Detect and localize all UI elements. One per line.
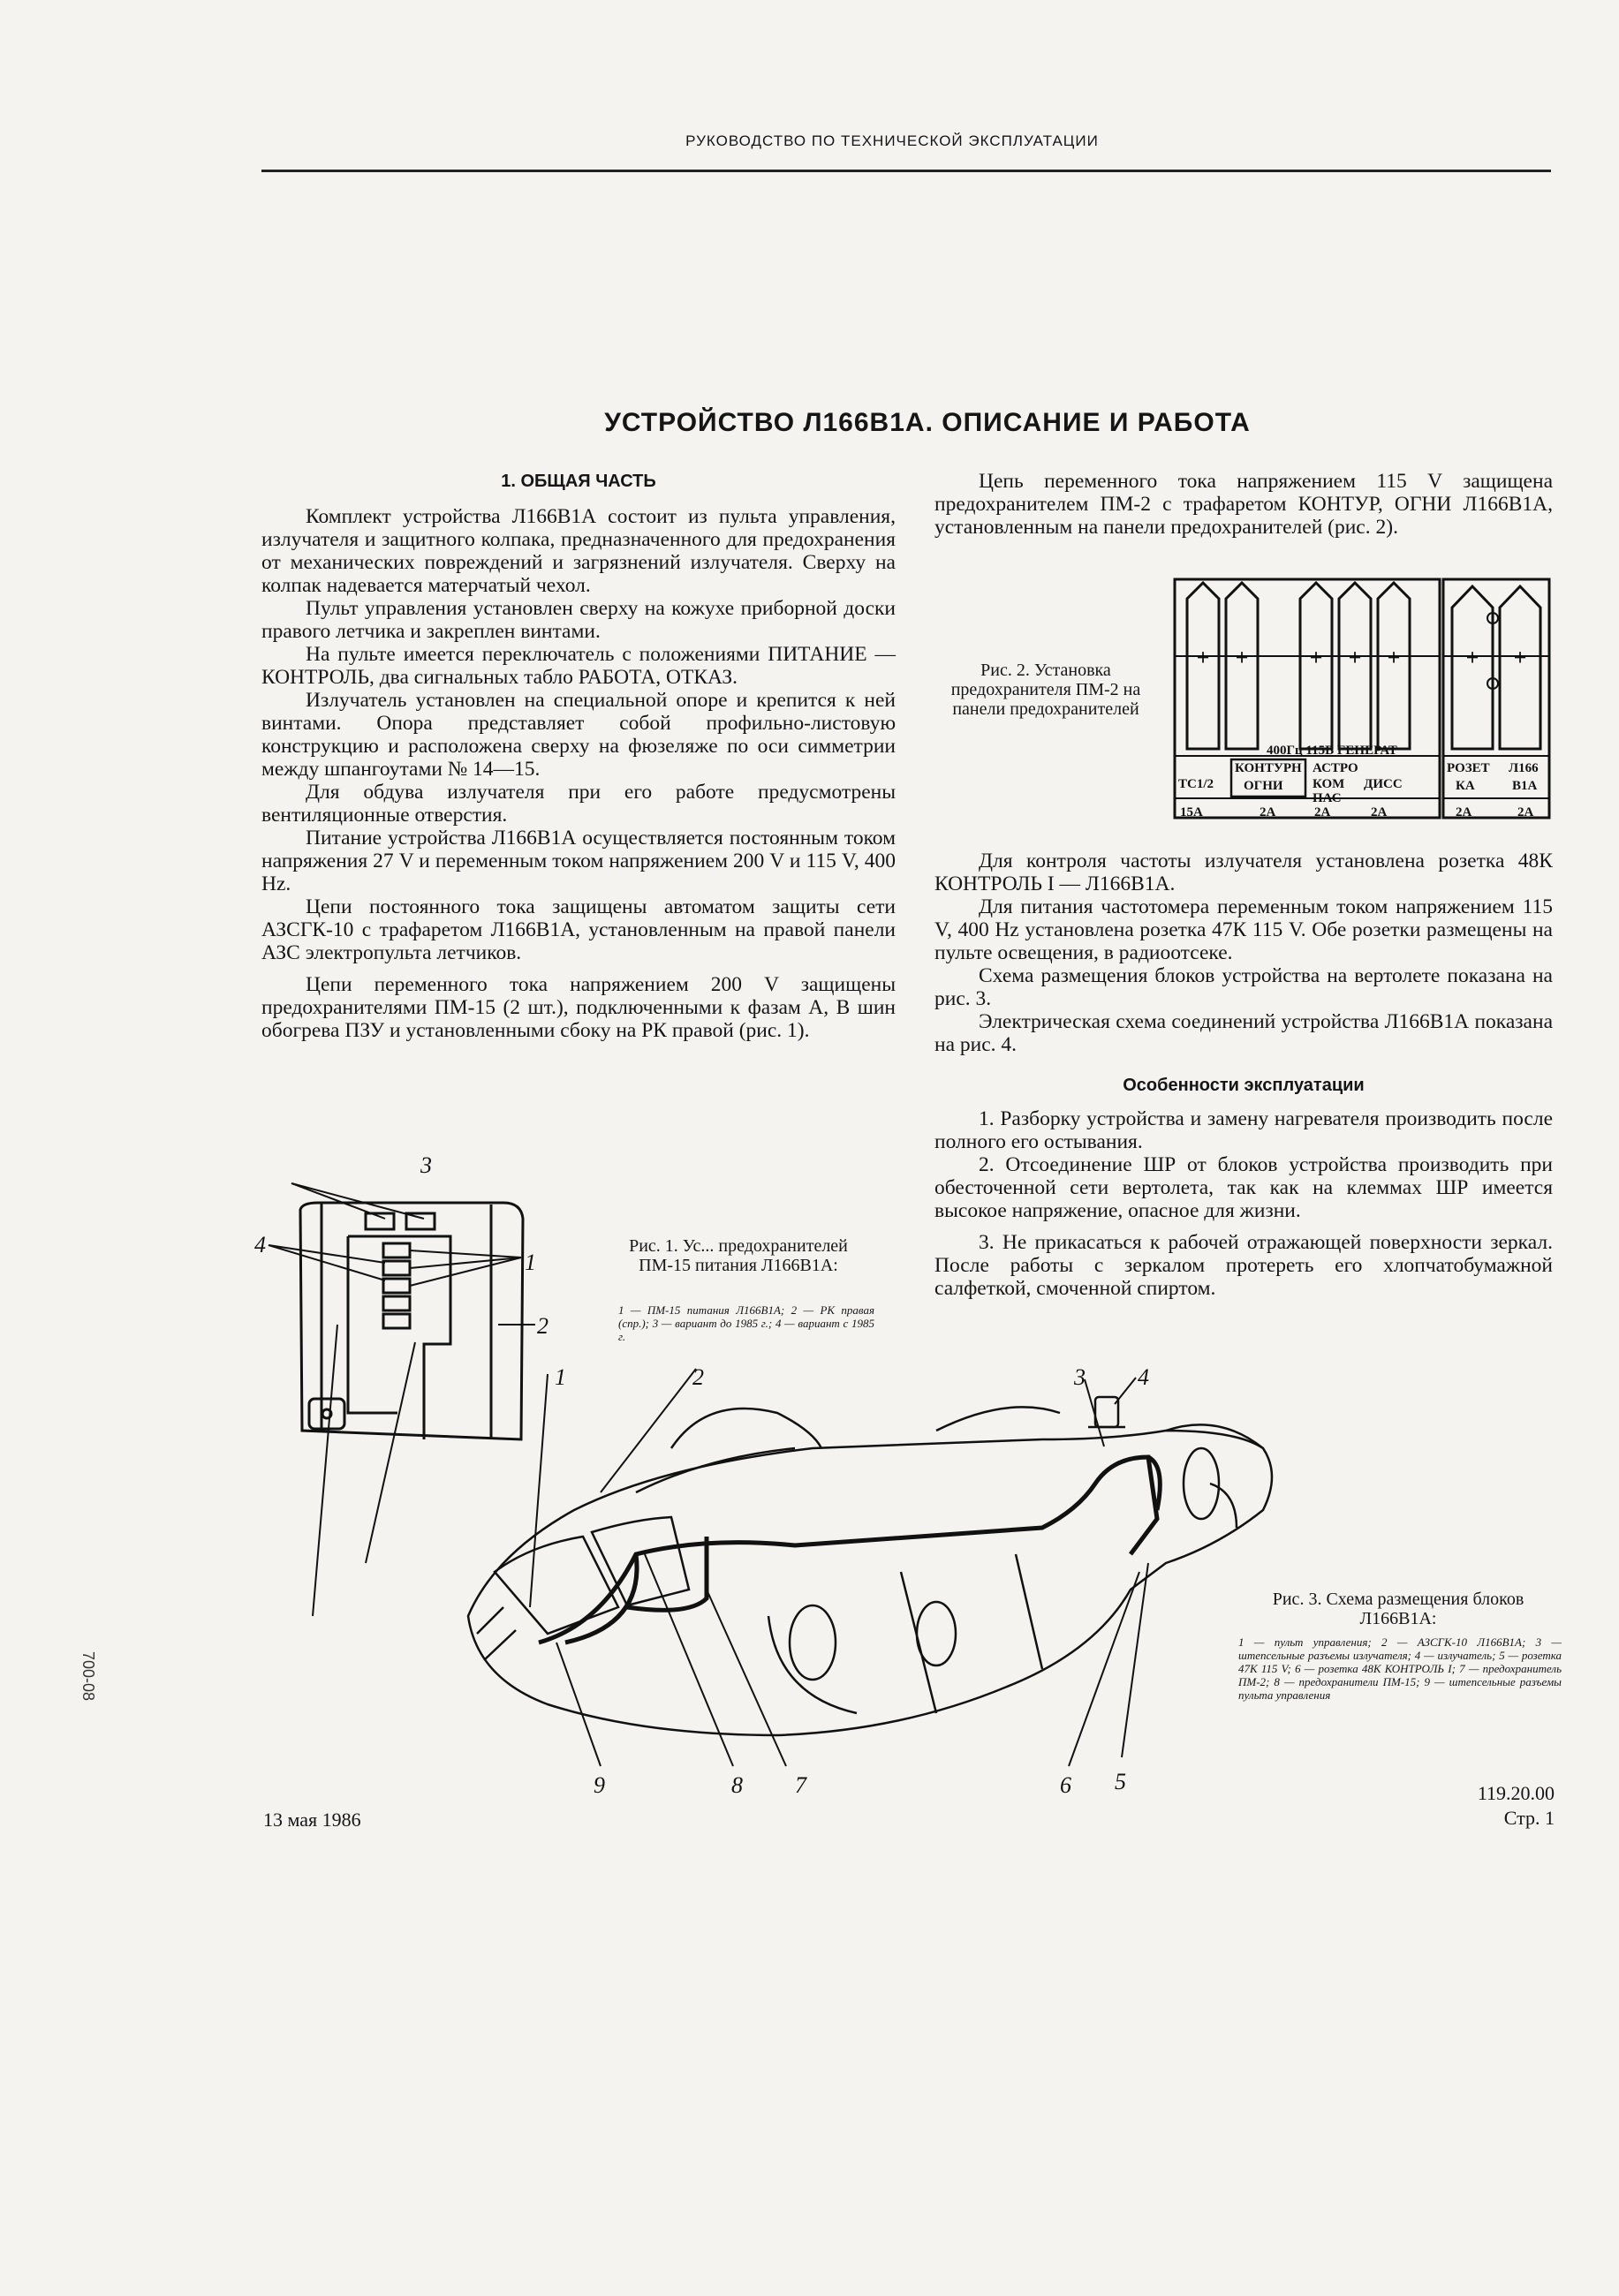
panel-label-l166: Л166 — [1509, 761, 1539, 775]
fig1-label: 2 — [537, 1313, 548, 1339]
right-column-top — [934, 470, 1553, 539]
paragraph: Для контроля частоты излучателя установлена розетка 48К КОНТРОЛЬ I — Л166В1А. — [934, 850, 1553, 895]
panel-label-b1a: В1А — [1512, 779, 1538, 793]
paragraph: Питание устройства Л166В1А осуществляется постоянным током напряжения 27 V и переменным током напряжением 200 V и 115 V, 400 Hz. — [261, 827, 896, 895]
footer-doc-code: 119.20.00 — [1477, 1782, 1555, 1804]
paragraph: Комплект устройства Л166В1А состоит из пульта управления, излучателя и защитного колпака, предназначенного для предохранения от механических повреждений и загрязнений излучателя. Сверху на колпак надевается матерчатый чехол. — [261, 505, 896, 597]
fig3-legend: 1 — пульт управления; 2 — АЗСГК-10 Л166В1А; 3 — штепсельные разъемы излучателя; 4 — излучатель; 5 — розетка 47К 115 V; 6 — розетка 48К КОНТРОЛЬ I; 7 — предохранитель ПМ-2; 8 — предохранители ПМ-15; 9 — штепсельные разъемы пульта управления — [1238, 1635, 1562, 1702]
fig3-label: 9 — [594, 1772, 605, 1798]
svg-text:+: + — [1348, 645, 1362, 670]
panel-label-kontur: КОНТУРН — [1235, 761, 1302, 775]
section-heading-operation: Особенности эксплуатации — [1123, 1076, 1365, 1095]
footer-date: 13 мая 1986 — [263, 1809, 361, 1831]
svg-text:+: + — [1513, 645, 1527, 670]
fig3-label: 5 — [1115, 1769, 1126, 1794]
left-column — [261, 470, 896, 1042]
fig2-fuse-panel — [1168, 572, 1556, 828]
section-heading-general: 1. ОБЩАЯ ЧАСТЬ — [501, 472, 656, 491]
panel-label-2a: 2А — [1371, 805, 1388, 819]
panel-label-pas: ПАС — [1313, 791, 1342, 805]
paragraph: Цепи переменного тока напряжением 200 V защищены предохранителями ПМ-15 (2 шт.), подключенными к фазам А, В шин обогрева ПЗУ и установленными сбоку на РК правой (рис. 1). — [261, 973, 896, 1042]
fig3-label: 7 — [795, 1772, 806, 1798]
panel-label-rozet: РОЗЕТ — [1447, 761, 1490, 775]
panel-label-15a: 15А — [1180, 805, 1203, 819]
panel-label-astro: АСТРО — [1313, 761, 1358, 775]
svg-text:+: + — [1196, 645, 1210, 670]
panel-label-400hz: 400Гц 115В ГЕНЕРАТ — [1267, 744, 1397, 758]
fig3-label: 1 — [555, 1364, 566, 1390]
fig1-label: 3 — [420, 1152, 432, 1178]
paragraph: Для обдува излучателя при его работе предусмотрены вентиляционные отверстия. — [261, 781, 896, 827]
fig3-label: 3 — [1074, 1364, 1086, 1390]
svg-text:+: + — [1235, 645, 1249, 670]
panel-label-2a: 2А — [1456, 805, 1472, 819]
panel-label-tc: ТС1/2 — [1178, 777, 1214, 791]
paragraph: Электрическая схема соединений устройства Л166В1А показана на рис. 4. — [934, 1010, 1553, 1056]
fig2-caption: Рис. 2. Установка предохранителя ПМ-2 на панели предохранителей — [950, 661, 1141, 719]
page-title: УСТРОЙСТВО Л166В1А. ОПИСАНИЕ И РАБОТА — [604, 408, 1251, 437]
footer-page-number: Стр. 1 — [1503, 1807, 1555, 1829]
paragraph: На пульте имеется переключатель с положениями ПИТАНИЕ — КОНТРОЛЬ, два сигнальных табло РАБОТА, ОТКАЗ. — [261, 643, 896, 689]
list-item: 1. Разборку устройства и замену нагревателя производить после полного его остывания. — [934, 1107, 1553, 1153]
header-rule — [261, 170, 1551, 172]
panel-label-2a: 2А — [1517, 805, 1534, 819]
fig3-label: 2 — [692, 1364, 704, 1390]
svg-text:+: + — [1309, 645, 1323, 670]
panel-label-kom: КОМ — [1313, 777, 1345, 791]
fig1-caption: Рис. 1. Ус... предохранителей ПМ-15 питания Л166В1А: — [629, 1236, 848, 1275]
fig3-label: 8 — [731, 1772, 743, 1798]
list-item: 2. Отсоединение ШР от блоков устройства производить при обесточенной сети вертолета, так как на клеммах ШР имеется высокое напряжение, опасное для жизни. — [934, 1153, 1553, 1222]
list-item: 3. Не прикасаться к рабочей отражающей поверхности зеркал. После работы с зеркалом протереть его хлопчатобумажной салфеткой, смоченной спиртом. — [934, 1231, 1553, 1300]
svg-text:+: + — [1387, 645, 1401, 670]
running-header: РУКОВОДСТВО ПО ТЕХНИЧЕСКОЙ ЭКСПЛУАТАЦИИ — [685, 132, 1099, 149]
right-column-bottom — [934, 850, 1553, 1300]
panel-label-diss: ДИСС — [1364, 777, 1403, 791]
panel-label-2a: 2А — [1260, 805, 1276, 819]
panel-label-2a: 2А — [1314, 805, 1331, 819]
svg-text:+: + — [1465, 645, 1479, 670]
paragraph: Цепь переменного тока напряжением 115 V защищена предохранителем ПМ-2 с трафаретом КОНТУР, ОГНИ Л166В1А, установленным на панели предохранителей (рис. 2). — [934, 470, 1553, 539]
paragraph: Для питания частотомера переменным током напряжением 115 V, 400 Hz установлена розетка 47К 115 V. Обе розетки размещены на пульте освещения, в радиоотсеке. — [934, 895, 1553, 964]
paragraph: Схема размещения блоков устройства на вертолете показана на рис. 3. — [934, 964, 1553, 1010]
paragraph: Пульт управления установлен сверху на кожухе приборной доски правого летчика и закреплен винтами. — [261, 597, 896, 643]
panel-label-ogni: ОГНИ — [1244, 779, 1283, 793]
fig3-drawing — [442, 1364, 1290, 1837]
fig3-caption: Рис. 3. Схема размещения блоков Л166В1А: — [1272, 1590, 1524, 1628]
paragraph: Цепи постоянного тока защищены автоматом защиты сети АЗСГК-10 с трафаретом Л166В1А, установленным на правой панели АЗС электропульта летчиков. — [261, 895, 896, 964]
fig1-legend: 1 — ПМ-15 питания Л166В1А; 2 — РК правая (спр.); 3 — вариант до 1985 г.; 4 — вариант с 1985 г. — [618, 1303, 874, 1343]
fig3-label: 4 — [1138, 1364, 1149, 1390]
margin-note: 700-08 — [79, 1651, 97, 1702]
fig1-label: 4 — [254, 1232, 266, 1258]
fig3-label: 6 — [1060, 1772, 1071, 1798]
panel-label-ka: КА — [1456, 779, 1475, 793]
paragraph: Излучатель установлен на специальной опоре и крепится к ней винтами. Опора представляет собой профильно-листовую конструкцию и расположена сверху на фюзеляже по оси симметрии между шпангоутами № 14—15. — [261, 689, 896, 781]
fig1-label: 1 — [525, 1250, 536, 1275]
